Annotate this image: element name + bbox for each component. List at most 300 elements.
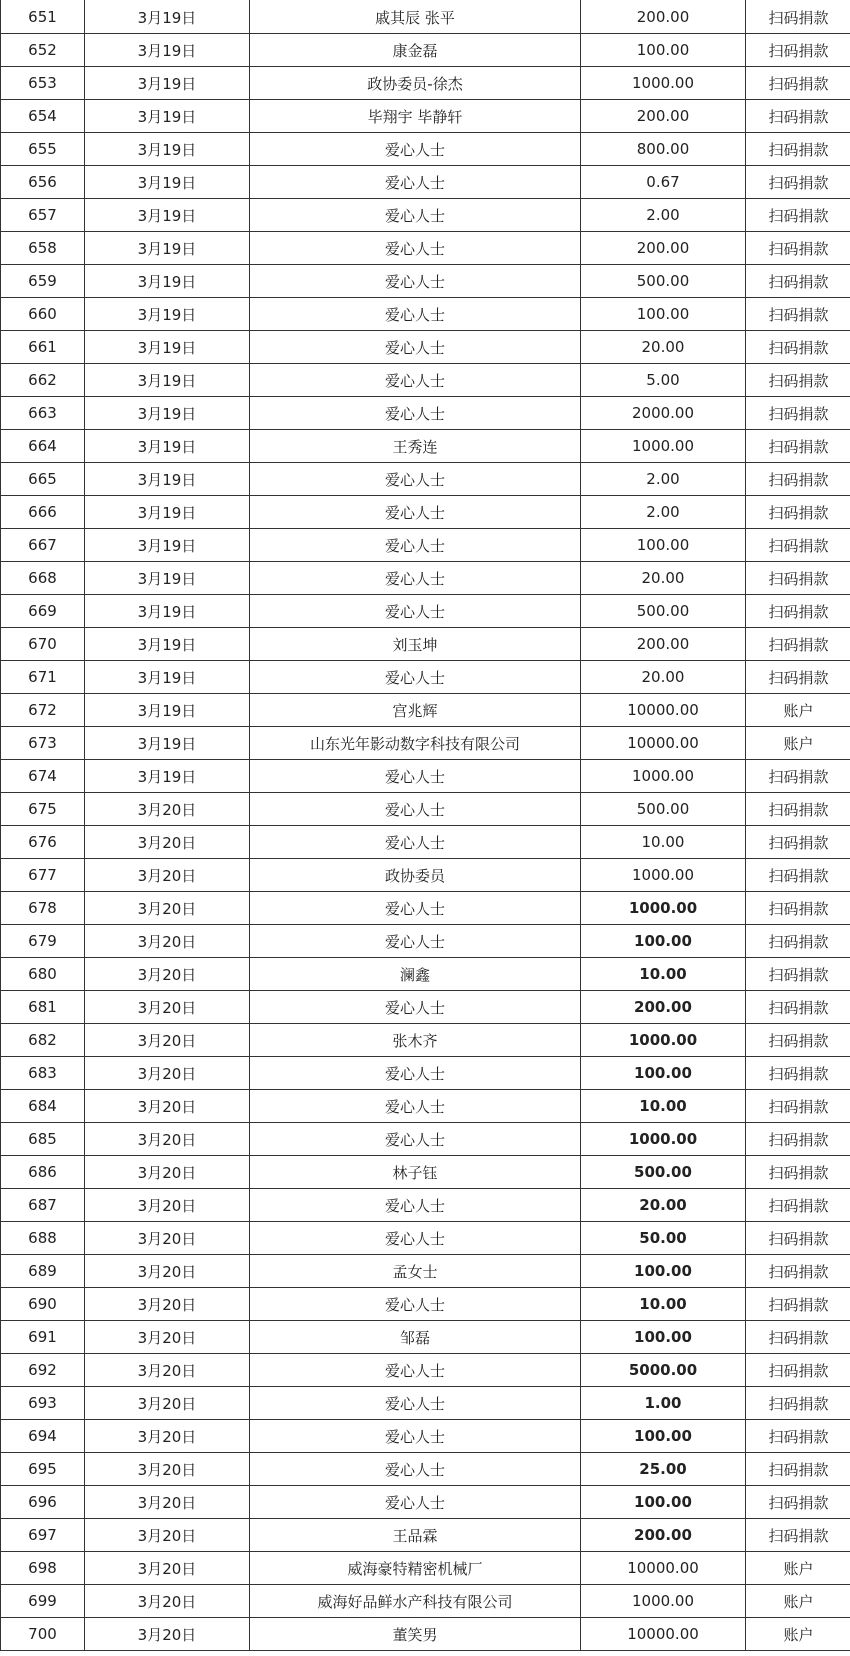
table-row xyxy=(1,232,850,265)
donor-name: 爱心人士 xyxy=(250,1288,581,1321)
table-row xyxy=(1,331,850,364)
donation-amount: 5000.00 xyxy=(581,1354,746,1387)
donation-method: 扫码捐款 xyxy=(746,892,850,925)
donation-amount: 20.00 xyxy=(581,562,746,595)
table-row xyxy=(1,1189,850,1222)
donor-name: 王秀连 xyxy=(250,430,581,463)
donor-name: 爱心人士 xyxy=(250,1453,581,1486)
table-row xyxy=(1,727,850,760)
row-number: 672 xyxy=(1,694,85,727)
row-number: 685 xyxy=(1,1123,85,1156)
row-number: 651 xyxy=(1,1,85,34)
donor-name: 爱心人士 xyxy=(250,397,581,430)
donation-method: 扫码捐款 xyxy=(746,100,850,133)
donation-date: 3月20日 xyxy=(85,1486,250,1519)
donation-date: 3月19日 xyxy=(85,628,250,661)
row-number: 694 xyxy=(1,1420,85,1453)
row-number: 652 xyxy=(1,34,85,67)
table-row xyxy=(1,298,850,331)
row-number: 668 xyxy=(1,562,85,595)
table-row xyxy=(1,100,850,133)
donation-date: 3月20日 xyxy=(85,1090,250,1123)
table-row xyxy=(1,265,850,298)
donation-date: 3月20日 xyxy=(85,1222,250,1255)
donor-name: 爱心人士 xyxy=(250,529,581,562)
donation-method: 扫码捐款 xyxy=(746,430,850,463)
donation-method: 扫码捐款 xyxy=(746,1,850,34)
donation-date: 3月19日 xyxy=(85,364,250,397)
donor-name: 爱心人士 xyxy=(250,265,581,298)
row-number: 690 xyxy=(1,1288,85,1321)
donation-amount: 1.00 xyxy=(581,1387,746,1420)
donation-method: 扫码捐款 xyxy=(746,1387,850,1420)
donation-method: 扫码捐款 xyxy=(746,166,850,199)
donation-date: 3月20日 xyxy=(85,1123,250,1156)
table-row xyxy=(1,364,850,397)
row-number: 655 xyxy=(1,133,85,166)
donation-amount: 800.00 xyxy=(581,133,746,166)
donation-method: 扫码捐款 xyxy=(746,628,850,661)
table-row xyxy=(1,430,850,463)
donation-amount: 1000.00 xyxy=(581,1024,746,1057)
table-row xyxy=(1,892,850,925)
donor-name: 林子钰 xyxy=(250,1156,581,1189)
donation-date: 3月19日 xyxy=(85,463,250,496)
donor-name: 爱心人士 xyxy=(250,595,581,628)
donation-amount: 100.00 xyxy=(581,1420,746,1453)
donation-date: 3月19日 xyxy=(85,661,250,694)
row-number: 696 xyxy=(1,1486,85,1519)
donation-amount: 25.00 xyxy=(581,1453,746,1486)
donation-date: 3月19日 xyxy=(85,67,250,100)
donation-amount: 1000.00 xyxy=(581,859,746,892)
donation-method: 扫码捐款 xyxy=(746,958,850,991)
row-number: 669 xyxy=(1,595,85,628)
donation-date: 3月20日 xyxy=(85,892,250,925)
table-row xyxy=(1,1453,850,1486)
donation-amount: 100.00 xyxy=(581,1321,746,1354)
row-number: 682 xyxy=(1,1024,85,1057)
row-number: 688 xyxy=(1,1222,85,1255)
donation-method: 扫码捐款 xyxy=(746,1123,850,1156)
donation-amount: 500.00 xyxy=(581,793,746,826)
table-row xyxy=(1,1618,850,1651)
table-row xyxy=(1,628,850,661)
table-row xyxy=(1,34,850,67)
donation-amount: 100.00 xyxy=(581,529,746,562)
table-row xyxy=(1,1585,850,1618)
donation-amount: 1000.00 xyxy=(581,1585,746,1618)
donation-date: 3月19日 xyxy=(85,595,250,628)
donation-amount: 1000.00 xyxy=(581,1123,746,1156)
row-number: 684 xyxy=(1,1090,85,1123)
donation-method: 扫码捐款 xyxy=(746,760,850,793)
table-row xyxy=(1,529,850,562)
table-row xyxy=(1,1255,850,1288)
donor-name: 威海豪特精密机械厂 xyxy=(250,1552,581,1585)
donation-date: 3月19日 xyxy=(85,727,250,760)
row-number: 663 xyxy=(1,397,85,430)
row-number: 664 xyxy=(1,430,85,463)
donation-method: 扫码捐款 xyxy=(746,1057,850,1090)
donation-date: 3月19日 xyxy=(85,397,250,430)
table-row xyxy=(1,463,850,496)
donor-name: 爱心人士 xyxy=(250,1387,581,1420)
donation-method: 扫码捐款 xyxy=(746,826,850,859)
donation-amount: 2.00 xyxy=(581,463,746,496)
donation-method: 扫码捐款 xyxy=(746,1453,850,1486)
donation-date: 3月19日 xyxy=(85,232,250,265)
donation-method: 扫码捐款 xyxy=(746,1321,850,1354)
donor-name: 澜鑫 xyxy=(250,958,581,991)
donor-name: 爱心人士 xyxy=(250,1123,581,1156)
table-row xyxy=(1,1519,850,1552)
donor-name: 爱心人士 xyxy=(250,166,581,199)
donation-method: 扫码捐款 xyxy=(746,1519,850,1552)
row-number: 699 xyxy=(1,1585,85,1618)
donation-amount: 20.00 xyxy=(581,1189,746,1222)
row-number: 665 xyxy=(1,463,85,496)
row-number: 670 xyxy=(1,628,85,661)
donation-amount: 100.00 xyxy=(581,1255,746,1288)
donation-date: 3月19日 xyxy=(85,760,250,793)
donor-name: 政协委员-徐杰 xyxy=(250,67,581,100)
donation-date: 3月19日 xyxy=(85,100,250,133)
donation-amount: 500.00 xyxy=(581,1156,746,1189)
donation-amount: 2.00 xyxy=(581,199,746,232)
donation-amount: 200.00 xyxy=(581,628,746,661)
donor-name: 宫兆辉 xyxy=(250,694,581,727)
donor-name: 爱心人士 xyxy=(250,892,581,925)
row-number: 666 xyxy=(1,496,85,529)
donation-method: 账户 xyxy=(746,1585,850,1618)
donation-method: 扫码捐款 xyxy=(746,1090,850,1123)
donation-method: 扫码捐款 xyxy=(746,1156,850,1189)
donor-name: 爱心人士 xyxy=(250,1420,581,1453)
donation-amount: 100.00 xyxy=(581,34,746,67)
donation-date: 3月20日 xyxy=(85,1552,250,1585)
donation-date: 3月20日 xyxy=(85,1189,250,1222)
table-row xyxy=(1,1024,850,1057)
table-row xyxy=(1,1387,850,1420)
donation-method: 扫码捐款 xyxy=(746,364,850,397)
donation-method: 扫码捐款 xyxy=(746,397,850,430)
donation-method: 扫码捐款 xyxy=(746,496,850,529)
donation-method: 账户 xyxy=(746,1552,850,1585)
donor-name: 爱心人士 xyxy=(250,199,581,232)
donor-name: 爱心人士 xyxy=(250,925,581,958)
donation-date: 3月19日 xyxy=(85,430,250,463)
row-number: 662 xyxy=(1,364,85,397)
row-number: 656 xyxy=(1,166,85,199)
table-row xyxy=(1,133,850,166)
table-row xyxy=(1,1552,850,1585)
donor-name: 张木齐 xyxy=(250,1024,581,1057)
row-number: 683 xyxy=(1,1057,85,1090)
donor-name: 董笑男 xyxy=(250,1618,581,1651)
donation-amount: 0.67 xyxy=(581,166,746,199)
donor-name: 山东光年影动数字科技有限公司 xyxy=(250,727,581,760)
donation-method: 扫码捐款 xyxy=(746,298,850,331)
donor-name: 戚其辰 张平 xyxy=(250,1,581,34)
table-row xyxy=(1,991,850,1024)
table-row xyxy=(1,1,850,34)
donation-date: 3月19日 xyxy=(85,133,250,166)
row-number: 677 xyxy=(1,859,85,892)
donation-date: 3月20日 xyxy=(85,1024,250,1057)
donor-name: 康金磊 xyxy=(250,34,581,67)
row-number: 675 xyxy=(1,793,85,826)
donor-name: 孟女士 xyxy=(250,1255,581,1288)
table-row xyxy=(1,199,850,232)
row-number: 676 xyxy=(1,826,85,859)
donor-name: 爱心人士 xyxy=(250,1222,581,1255)
donation-date: 3月20日 xyxy=(85,826,250,859)
donation-date: 3月19日 xyxy=(85,298,250,331)
donation-method: 扫码捐款 xyxy=(746,1354,850,1387)
row-number: 700 xyxy=(1,1618,85,1651)
donation-method: 扫码捐款 xyxy=(746,463,850,496)
donation-date: 3月20日 xyxy=(85,793,250,826)
donation-method: 扫码捐款 xyxy=(746,859,850,892)
donation-date: 3月20日 xyxy=(85,1321,250,1354)
row-number: 692 xyxy=(1,1354,85,1387)
table-row xyxy=(1,1156,850,1189)
row-number: 658 xyxy=(1,232,85,265)
donation-amount: 10.00 xyxy=(581,826,746,859)
donation-amount: 200.00 xyxy=(581,100,746,133)
table-row xyxy=(1,1420,850,1453)
donation-amount: 2000.00 xyxy=(581,397,746,430)
donation-method: 扫码捐款 xyxy=(746,1486,850,1519)
row-number: 661 xyxy=(1,331,85,364)
donation-amount: 10000.00 xyxy=(581,1552,746,1585)
donation-date: 3月19日 xyxy=(85,199,250,232)
row-number: 691 xyxy=(1,1321,85,1354)
row-number: 659 xyxy=(1,265,85,298)
donor-name: 爱心人士 xyxy=(250,496,581,529)
donor-name: 爱心人士 xyxy=(250,232,581,265)
donation-amount: 1000.00 xyxy=(581,892,746,925)
donation-date: 3月19日 xyxy=(85,166,250,199)
row-number: 693 xyxy=(1,1387,85,1420)
row-number: 680 xyxy=(1,958,85,991)
row-number: 686 xyxy=(1,1156,85,1189)
row-number: 667 xyxy=(1,529,85,562)
donation-amount: 1000.00 xyxy=(581,67,746,100)
table-row xyxy=(1,661,850,694)
donation-method: 扫码捐款 xyxy=(746,1255,850,1288)
donation-amount: 200.00 xyxy=(581,991,746,1024)
donation-method: 扫码捐款 xyxy=(746,199,850,232)
donor-name: 爱心人士 xyxy=(250,1090,581,1123)
donation-method: 扫码捐款 xyxy=(746,595,850,628)
row-number: 673 xyxy=(1,727,85,760)
donation-date: 3月20日 xyxy=(85,1156,250,1189)
donation-method: 扫码捐款 xyxy=(746,991,850,1024)
donor-name: 爱心人士 xyxy=(250,364,581,397)
donor-name: 爱心人士 xyxy=(250,133,581,166)
donation-date: 3月19日 xyxy=(85,496,250,529)
donation-amount: 500.00 xyxy=(581,265,746,298)
donation-method: 扫码捐款 xyxy=(746,1024,850,1057)
donor-name: 爱心人士 xyxy=(250,760,581,793)
table-row xyxy=(1,496,850,529)
donation-method: 扫码捐款 xyxy=(746,34,850,67)
donation-amount: 50.00 xyxy=(581,1222,746,1255)
donation-amount: 100.00 xyxy=(581,925,746,958)
donation-method: 账户 xyxy=(746,727,850,760)
donation-date: 3月19日 xyxy=(85,331,250,364)
donation-amount: 1000.00 xyxy=(581,430,746,463)
donation-date: 3月20日 xyxy=(85,1288,250,1321)
donation-date: 3月19日 xyxy=(85,694,250,727)
donation-amount: 10.00 xyxy=(581,1288,746,1321)
donation-amount: 2.00 xyxy=(581,496,746,529)
donation-amount: 10.00 xyxy=(581,1090,746,1123)
donation-date: 3月19日 xyxy=(85,1,250,34)
row-number: 654 xyxy=(1,100,85,133)
table-row xyxy=(1,1354,850,1387)
row-number: 698 xyxy=(1,1552,85,1585)
donation-date: 3月20日 xyxy=(85,925,250,958)
donation-method: 扫码捐款 xyxy=(746,1189,850,1222)
table-row xyxy=(1,1486,850,1519)
donation-date: 3月20日 xyxy=(85,958,250,991)
donation-date: 3月19日 xyxy=(85,562,250,595)
table-row xyxy=(1,1090,850,1123)
table-row xyxy=(1,166,850,199)
donation-amount: 200.00 xyxy=(581,1519,746,1552)
donor-name: 政协委员 xyxy=(250,859,581,892)
donor-name: 爱心人士 xyxy=(250,793,581,826)
donation-method: 扫码捐款 xyxy=(746,1288,850,1321)
donation-method: 扫码捐款 xyxy=(746,661,850,694)
donation-method: 扫码捐款 xyxy=(746,67,850,100)
donation-amount: 5.00 xyxy=(581,364,746,397)
donation-method: 扫码捐款 xyxy=(746,793,850,826)
row-number: 653 xyxy=(1,67,85,100)
donation-date: 3月19日 xyxy=(85,265,250,298)
donation-amount: 20.00 xyxy=(581,661,746,694)
donation-method: 扫码捐款 xyxy=(746,265,850,298)
table-row xyxy=(1,1222,850,1255)
donation-method: 扫码捐款 xyxy=(746,1420,850,1453)
row-number: 679 xyxy=(1,925,85,958)
table-row xyxy=(1,1288,850,1321)
table-row xyxy=(1,760,850,793)
donor-name: 爱心人士 xyxy=(250,1354,581,1387)
row-number: 689 xyxy=(1,1255,85,1288)
donation-table-body xyxy=(1,1,850,1651)
donation-date: 3月20日 xyxy=(85,1387,250,1420)
table-row xyxy=(1,1123,850,1156)
donation-method: 扫码捐款 xyxy=(746,529,850,562)
row-number: 681 xyxy=(1,991,85,1024)
table-row xyxy=(1,1057,850,1090)
table-row xyxy=(1,1321,850,1354)
table-row xyxy=(1,67,850,100)
table-row xyxy=(1,793,850,826)
donation-amount: 1000.00 xyxy=(581,760,746,793)
donation-method: 账户 xyxy=(746,1618,850,1651)
row-number: 697 xyxy=(1,1519,85,1552)
donation-date: 3月19日 xyxy=(85,529,250,562)
donation-amount: 20.00 xyxy=(581,331,746,364)
donor-name: 刘玉坤 xyxy=(250,628,581,661)
donation-method: 扫码捐款 xyxy=(746,562,850,595)
row-number: 657 xyxy=(1,199,85,232)
table-row xyxy=(1,595,850,628)
donor-name: 爱心人士 xyxy=(250,661,581,694)
donation-amount: 500.00 xyxy=(581,595,746,628)
row-number: 678 xyxy=(1,892,85,925)
donor-name: 爱心人士 xyxy=(250,298,581,331)
donation-date: 3月20日 xyxy=(85,991,250,1024)
donation-date: 3月20日 xyxy=(85,1618,250,1651)
donor-name: 爱心人士 xyxy=(250,826,581,859)
donation-date: 3月20日 xyxy=(85,1453,250,1486)
donation-method: 扫码捐款 xyxy=(746,1222,850,1255)
donation-method: 扫码捐款 xyxy=(746,925,850,958)
row-number: 687 xyxy=(1,1189,85,1222)
donor-name: 邹磊 xyxy=(250,1321,581,1354)
donor-name: 爱心人士 xyxy=(250,991,581,1024)
donation-method: 扫码捐款 xyxy=(746,232,850,265)
row-number: 671 xyxy=(1,661,85,694)
donor-name: 王品霖 xyxy=(250,1519,581,1552)
donor-name: 爱心人士 xyxy=(250,1189,581,1222)
donor-name: 爱心人士 xyxy=(250,562,581,595)
donation-amount: 10000.00 xyxy=(581,1618,746,1651)
table-row xyxy=(1,397,850,430)
table-row xyxy=(1,958,850,991)
donation-method: 账户 xyxy=(746,694,850,727)
donation-amount: 100.00 xyxy=(581,1057,746,1090)
donation-date: 3月20日 xyxy=(85,1354,250,1387)
donation-date: 3月20日 xyxy=(85,1420,250,1453)
table-row xyxy=(1,562,850,595)
donation-date: 3月20日 xyxy=(85,1519,250,1552)
donation-date: 3月20日 xyxy=(85,859,250,892)
donation-method: 扫码捐款 xyxy=(746,133,850,166)
donor-name: 爱心人士 xyxy=(250,463,581,496)
table-row xyxy=(1,925,850,958)
donation-method: 扫码捐款 xyxy=(746,331,850,364)
donation-amount: 10000.00 xyxy=(581,727,746,760)
donor-name: 威海好品鲜水产科技有限公司 xyxy=(250,1585,581,1618)
donor-name: 毕翔宇 毕静轩 xyxy=(250,100,581,133)
donation-amount: 10.00 xyxy=(581,958,746,991)
donation-date: 3月20日 xyxy=(85,1255,250,1288)
donor-name: 爱心人士 xyxy=(250,1057,581,1090)
donor-name: 爱心人士 xyxy=(250,1486,581,1519)
table-row xyxy=(1,694,850,727)
donation-amount: 200.00 xyxy=(581,1,746,34)
row-number: 695 xyxy=(1,1453,85,1486)
donation-date: 3月19日 xyxy=(85,34,250,67)
table-row xyxy=(1,826,850,859)
row-number: 674 xyxy=(1,760,85,793)
donation-amount: 100.00 xyxy=(581,298,746,331)
row-number: 660 xyxy=(1,298,85,331)
donation-amount: 10000.00 xyxy=(581,694,746,727)
donation-date: 3月20日 xyxy=(85,1585,250,1618)
donor-name: 爱心人士 xyxy=(250,331,581,364)
table-row xyxy=(1,859,850,892)
donation-amount: 200.00 xyxy=(581,232,746,265)
donation-amount: 100.00 xyxy=(581,1486,746,1519)
